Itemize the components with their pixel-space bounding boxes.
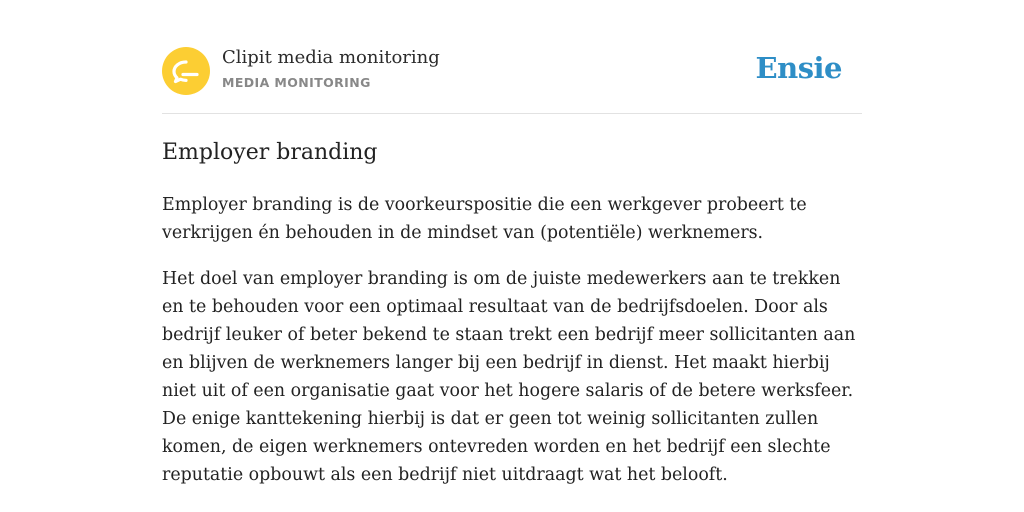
source-name[interactable]: Clipit media monitoring [222, 47, 440, 68]
source-header [162, 45, 862, 114]
speech-bubble-icon [162, 47, 210, 95]
source-category: MEDIA MONITORING [222, 75, 371, 90]
clipit-logo-icon[interactable] [162, 47, 210, 95]
article-paragraph-1: Employer branding is de voorkeurspositie die een werkgever probeert te verkrijgen én behouden in de mindset van (potentiële) werknemers. [162, 195, 807, 243]
ensie-logo[interactable]: Ensie [755, 51, 842, 85]
article-paragraph-2: Het doel van employer branding is om de juiste medewerkers aan te trekken en te behouden voor een optimaal resultaat van de bedrijfsdoelen. Door als bedrijf leuker of beter bekend te staan trekt een bedrijf meer sollicitanten aan en blijven de werknemers langer bij een bedrijf in dienst. Het maakt hierbij niet uit of een organisatie gaat voor het hogere salaris of de betere werksfeer. De enige kanttekening hierbij is dat er geen tot weinig sollicitanten zullen komen, de eigen werknemers ontevreden worden en het bedrijf een slechte reputatie opbouwt als een bedrijf niet uitdraagt wat het belooft. [162, 269, 856, 485]
article-title: Employer branding [162, 140, 378, 165]
article [162, 138, 867, 507]
